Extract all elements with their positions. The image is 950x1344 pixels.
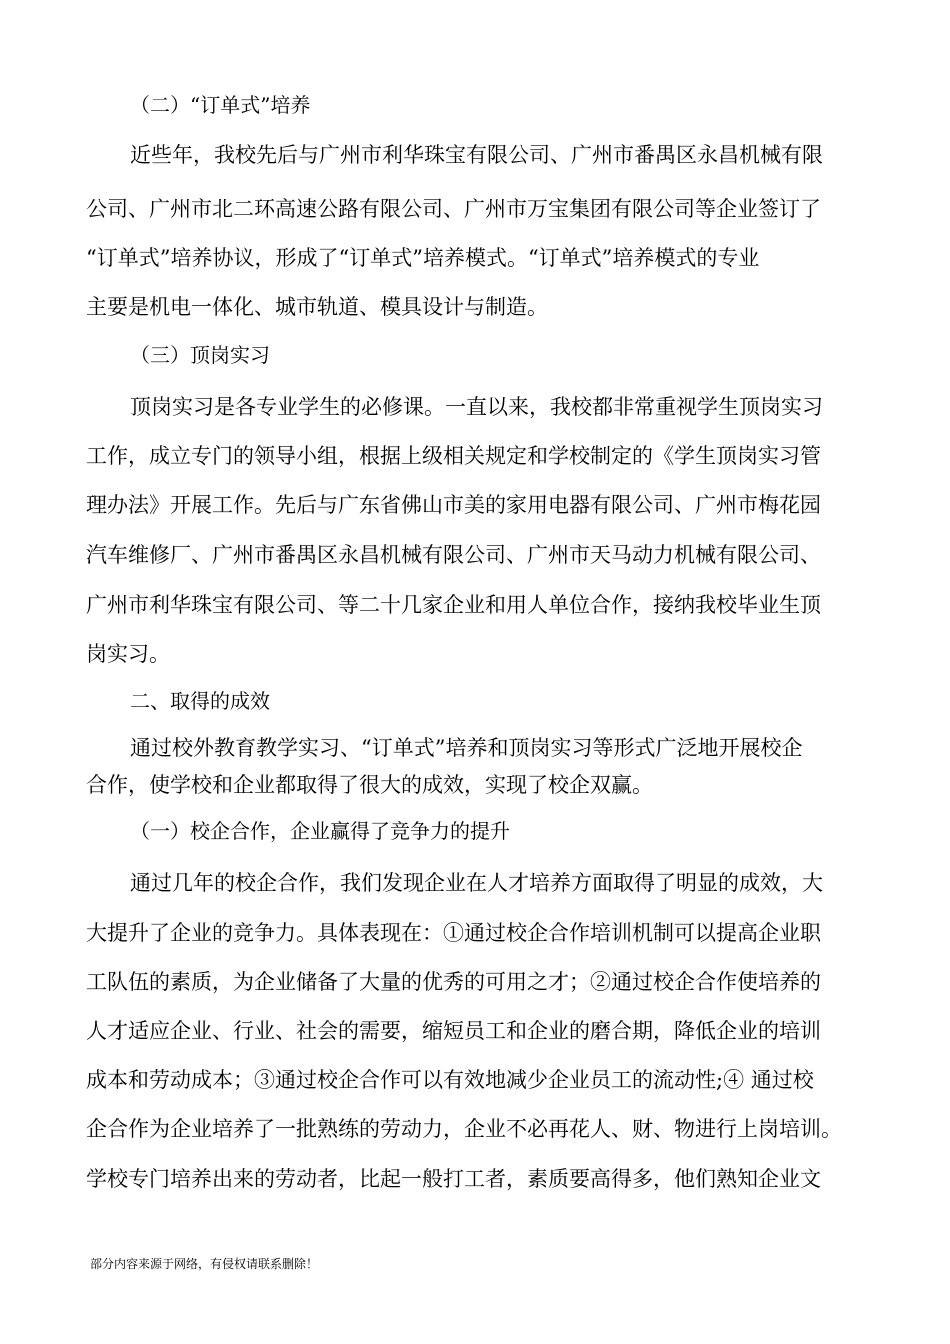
paragraph-line: 公司、广州市北二环高速公路有限公司、广州市万宝集团有限公司等企业签订了 xyxy=(86,197,821,221)
paragraph-line: 汽车维修厂、广州市番禺区永昌机械有限公司、广州市天马动力机械有限公司、 xyxy=(86,543,821,567)
paragraph-line: 通过校外教育教学实习、“订单式”培养和顶岗实习等形式广泛地开展校企 xyxy=(130,736,803,760)
paragraph-line: 成本和劳动成本；③通过校企合作可以有效地减少企业员工的流动性;④ 通过校 xyxy=(86,1068,814,1092)
section-heading-internship: （三）顶岗实习 xyxy=(130,343,270,367)
paragraph-line: 工作，成立专门的领导小组，根据上级相关规定和学校制定的《学生顶岗实习管 xyxy=(86,444,821,468)
section-heading-order-training: （二）“订单式”培养 xyxy=(130,93,311,117)
paragraph-line: 广州市利华珠宝有限公司、等二十几家企业和用人单位合作，接纳我校毕业生顶 xyxy=(86,593,821,617)
section-heading-competitiveness: （一）校企合作，企业赢得了竞争力的提升 xyxy=(130,819,510,843)
paragraph-line: 人才适应企业、行业、社会的需要，缩短员工和企业的磨合期，降低企业的培训 xyxy=(86,1019,821,1043)
paragraph-line: 通过几年的校企合作，我们发现企业在人才培养方面取得了明显的成效，大 xyxy=(130,871,823,895)
paragraph-line: 顶岗实习是各专业学生的必修课。一直以来，我校都非常重视学生顶岗实习 xyxy=(130,395,823,419)
paragraph-line: “订单式”培养协议，形成了“订单式”培养模式。“订单式”培养模式的专业 xyxy=(86,246,760,270)
paragraph-line: 合作，使学校和企业都取得了很大的成效，实现了校企双赢。 xyxy=(86,773,653,797)
paragraph-line: 工队伍的素质，为企业储备了大量的优秀的可用之才；②通过校企合作使培养的 xyxy=(86,970,821,994)
paragraph-line: 大提升了企业的竞争力。具体表现在：①通过校企合作培训机制可以提高企业职 xyxy=(86,921,821,945)
footer-disclaimer: 部分内容来源于网络，有侵权请联系删除！ xyxy=(90,1257,319,1271)
paragraph-line: 企合作为企业培养了一批熟练的劳动力，企业不必再花人、财、物进行上岗培训。 xyxy=(86,1117,842,1141)
section-heading-results: 二、取得的成效 xyxy=(130,689,270,713)
paragraph-line: 主要是机电一体化、城市轨道、模具设计与制造。 xyxy=(86,295,548,319)
paragraph-line: 岗实习。 xyxy=(86,642,170,666)
paragraph-line: 学校专门培养出来的劳动者，比起一般打工者，素质要高得多，他们熟知企业文 xyxy=(86,1167,821,1191)
paragraph-line: 理办法》开展工作。先后与广东省佛山市美的家用电器有限公司、广州市梅花园 xyxy=(86,493,821,517)
paragraph-line: 近些年，我校先后与广州市利华珠宝有限公司、广州市番禺区永昌机械有限 xyxy=(130,143,823,167)
